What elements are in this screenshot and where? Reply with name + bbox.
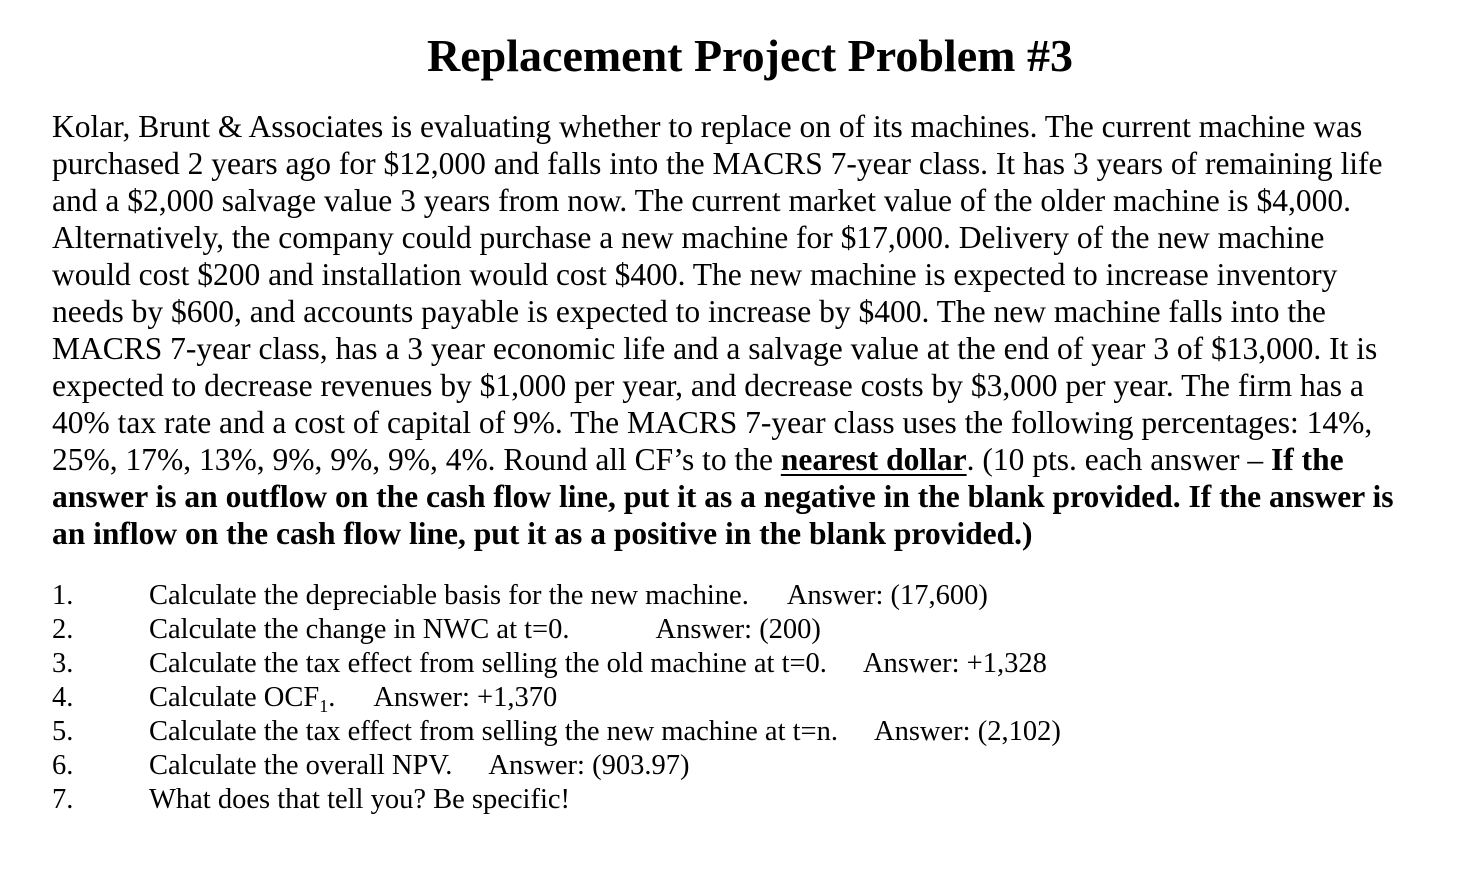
question-number: 7. — [52, 784, 74, 815]
paragraph-line: MACRS 7-year class, has a 3 year economic life and a salvage value at the end of year 3 of $13,000. It is — [52, 331, 1378, 366]
question-item — [52, 647, 1452, 681]
nearest-dollar-emphasis: nearest dollar — [780, 442, 967, 477]
instruction-bold-line: answer is an outflow on the cash flow line, put it as a negative in the blank provided. If the answer is — [52, 479, 1394, 514]
answer-label: Answer: — [373, 682, 470, 713]
instruction-bold: If the — [1271, 442, 1344, 477]
answer-value: +1,328 — [966, 648, 1047, 679]
question-text: Calculate the tax effect from selling the new machine at t=n. — [149, 716, 838, 747]
question-number: 6. — [52, 750, 74, 781]
paragraph-line: 40% tax rate and a cost of capital of 9%. The MACRS 7-year class uses the following percentages: 14%, — [52, 405, 1373, 440]
answer-value: (903.97) — [592, 750, 690, 781]
question-text: What does that tell you? Be specific! — [149, 784, 571, 815]
question-number: 5. — [52, 716, 74, 747]
paragraph-line: purchased 2 years ago for $12,000 and falls into the MACRS 7-year class. It has 3 years of remaining life — [52, 146, 1383, 181]
subscript: 1 — [319, 696, 329, 716]
question-text: Calculate the tax effect from selling the old machine at t=0. — [149, 648, 827, 679]
question-text: Calculate the depreciable basis for the new machine. — [149, 580, 749, 611]
question-number: 4. — [52, 682, 74, 713]
page-title: Replacement Project Problem #3 — [427, 30, 1073, 81]
answer-label: Answer: — [488, 750, 585, 781]
question-text-wrap — [149, 647, 1047, 681]
question-list — [52, 579, 1452, 817]
answer-label: Answer: — [786, 580, 884, 611]
paragraph-text: 25%, 17%, 13%, 9%, 9%, 9%, 4%. Round all CF’s to the — [52, 442, 781, 477]
question-item — [52, 783, 1452, 817]
answer-label: Answer: — [862, 648, 960, 679]
question-item — [52, 613, 1452, 647]
paragraph-line: Kolar, Brunt & Associates is evaluating whether to replace on of its machines. The current machine was — [52, 109, 1363, 144]
question-text-wrap — [149, 613, 821, 647]
paragraph-line: needs by $600, and accounts payable is expected to increase by $400. The new machine falls into the — [52, 294, 1326, 329]
paragraph-line: Alternatively, the company could purchase a new machine for $17,000. Delivery of the new machine — [52, 220, 1325, 255]
question-number: 2. — [52, 614, 74, 645]
question-item — [52, 715, 1452, 749]
paragraph-line — [52, 441, 1452, 478]
question-text: Calculate the change in NWC at t=0. — [149, 614, 570, 645]
answer-label: Answer: — [874, 716, 971, 747]
paragraph-line: would cost $200 and installation would cost $400. The new machine is expected to increase inventory — [52, 257, 1338, 292]
answer-value: +1,370 — [477, 682, 558, 713]
question-item — [52, 579, 1452, 613]
question-item — [52, 749, 1452, 783]
paragraph-line: and a $2,000 salvage value 3 years from now. The current market value of the older machine is $4,000. — [52, 183, 1351, 218]
answer-value: (17,600) — [890, 580, 988, 611]
question-item — [52, 681, 1452, 715]
instruction-bold-line: an inflow on the cash flow line, put it as a positive in the blank provided.) — [52, 516, 1033, 551]
paragraph-text: . (10 pts. each answer – — [966, 442, 1272, 477]
question-text-wrap — [149, 715, 1061, 749]
paragraph-line: expected to decrease revenues by $1,000 per year, and decrease costs by $3,000 per year. The firm has a — [52, 368, 1364, 403]
question-text-wrap — [149, 749, 689, 783]
question-text: Calculate OCF — [149, 682, 320, 713]
question-text: . — [328, 682, 336, 713]
question-text-wrap — [149, 579, 988, 613]
question-number: 3. — [52, 648, 74, 679]
question-text: Calculate the overall NPV. — [149, 750, 453, 781]
answer-label: Answer: — [655, 614, 753, 645]
problem-paragraph — [52, 108, 1452, 552]
answer-value: (200) — [759, 614, 821, 645]
question-text-wrap — [149, 681, 557, 715]
question-number: 1. — [52, 580, 74, 611]
answer-value: (2,102) — [977, 716, 1061, 747]
